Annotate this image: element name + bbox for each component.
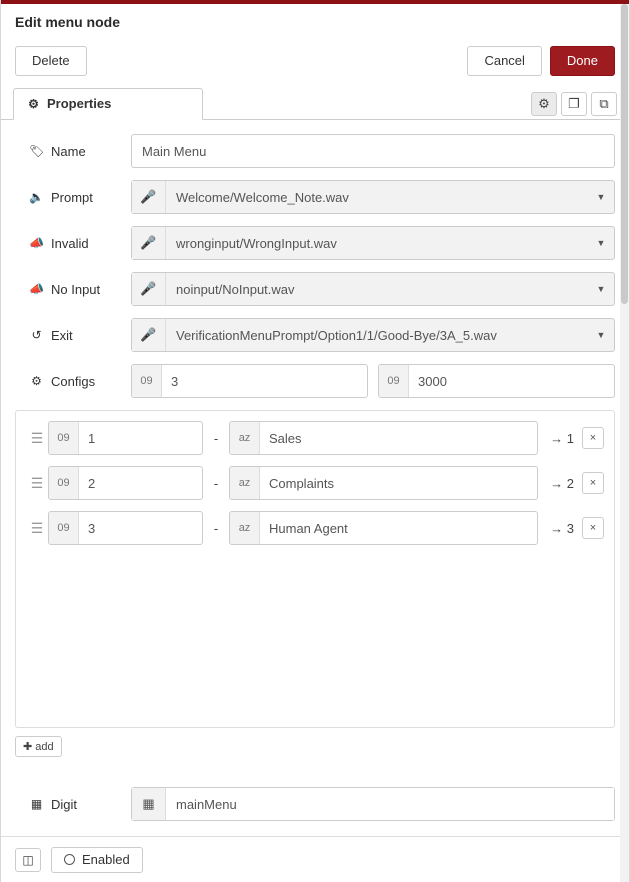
exit-label: Exit [51, 327, 73, 343]
scrollbar[interactable] [620, 4, 629, 882]
configs-label-group [15, 374, 131, 389]
invalid-row [15, 226, 615, 260]
mic-icon: 🎤 [132, 273, 166, 305]
megaphone-icon: 📣 [29, 236, 44, 250]
power-icon: ↺ [31, 328, 42, 342]
done-button[interactable]: Done [550, 46, 615, 76]
megaphone-icon: 📣 [29, 282, 44, 296]
option-target: → 3 [550, 520, 574, 536]
option-value-input[interactable] [229, 421, 538, 455]
no-input-select[interactable] [131, 272, 615, 306]
option-target: → 2 [550, 475, 574, 491]
gears-icon: ⚙ [31, 374, 42, 388]
remove-option-button[interactable]: × [582, 472, 604, 494]
option-key-value: 2 [88, 475, 96, 491]
no-input-value: noinput/NoInput.wav [166, 273, 588, 305]
name-input[interactable] [131, 134, 615, 168]
exit-row [15, 318, 615, 352]
numeric-icon: 09 [49, 422, 79, 454]
option-key-value: 3 [88, 520, 96, 536]
remove-option-button[interactable]: × [582, 517, 604, 539]
prompt-label: Prompt [51, 189, 93, 205]
digit-section [1, 773, 629, 821]
configs-row [15, 364, 615, 398]
invalid-label: Invalid [51, 235, 89, 251]
panel-icon[interactable]: ◫ [15, 848, 41, 872]
separator-dash: - [213, 430, 219, 446]
tab-properties-label: Properties [47, 96, 112, 111]
table-row [26, 466, 604, 500]
tag-icon: 🏷 [29, 144, 45, 158]
add-option-label: add [35, 740, 54, 753]
prompt-label-group [15, 190, 131, 205]
table-row [26, 421, 604, 455]
configs-fields [131, 364, 615, 398]
option-value-text: Sales [269, 430, 302, 446]
chevron-down-icon[interactable]: ▼ [596, 238, 606, 248]
text-icon: az [230, 512, 260, 544]
no-input-label-group [15, 282, 131, 297]
mic-icon: 🎤 [132, 181, 166, 213]
option-value-input[interactable] [229, 511, 538, 545]
digit-input[interactable] [131, 787, 615, 821]
name-label-group [15, 144, 131, 159]
drag-handle-icon[interactable]: ☰ [30, 520, 44, 536]
dialog-footer [1, 836, 629, 882]
dialog-header [1, 4, 629, 40]
drag-handle-icon[interactable]: ☰ [30, 430, 44, 446]
prompt-select[interactable] [131, 180, 615, 214]
config-timeout-input[interactable] [378, 364, 615, 398]
prompt-value: Welcome/Welcome_Note.wav [166, 181, 588, 213]
invalid-value: wronginput/WrongInput.wav [166, 227, 588, 259]
name-row [15, 134, 615, 168]
status-label: Enabled [82, 852, 130, 867]
cancel-button[interactable]: Cancel [467, 46, 541, 76]
name-label: Name [51, 143, 86, 159]
separator-dash: - [213, 475, 219, 491]
chevron-down-icon[interactable]: ▼ [596, 192, 606, 202]
expand-icon[interactable]: ⧉ [591, 92, 617, 116]
text-icon: az [230, 467, 260, 499]
invalid-select[interactable] [131, 226, 615, 260]
config-retries-value: 3 [171, 373, 179, 389]
prompt-row [15, 180, 615, 214]
page-title: Edit menu node [15, 14, 120, 30]
status-badge[interactable] [51, 847, 143, 873]
properties-form [1, 120, 629, 398]
chevron-down-icon[interactable]: ▼ [596, 330, 606, 340]
gear-icon[interactable]: ⚙ [531, 92, 557, 116]
table-icon: ▦ [132, 788, 166, 820]
document-icon[interactable]: ❐ [561, 92, 587, 116]
drag-handle-icon[interactable]: ☰ [30, 475, 44, 491]
no-input-row [15, 272, 615, 306]
remove-option-button[interactable]: × [582, 427, 604, 449]
option-key-input[interactable] [48, 466, 203, 500]
mic-icon: 🎤 [132, 227, 166, 259]
text-icon: az [230, 422, 260, 454]
menu-options-panel [15, 410, 615, 728]
no-input-label: No Input [51, 281, 101, 297]
power-ring-icon [64, 854, 75, 865]
exit-value: VerificationMenuPrompt/Option1/1/Good-Bye/3A_5.wav [166, 319, 588, 351]
tab-bar [1, 86, 629, 120]
digit-value: mainMenu [166, 788, 614, 820]
numeric-icon: 09 [49, 467, 79, 499]
digit-label: Digit [51, 796, 78, 812]
scrollbar-thumb[interactable] [621, 4, 628, 304]
delete-button[interactable]: Delete [15, 46, 87, 76]
tab-properties[interactable] [13, 88, 203, 120]
option-value-input[interactable] [229, 466, 538, 500]
dialog-toolbar [1, 40, 629, 86]
config-retries-input[interactable] [131, 364, 368, 398]
chevron-down-icon[interactable]: ▼ [596, 284, 606, 294]
digit-row [15, 787, 615, 821]
option-key-input[interactable] [48, 421, 203, 455]
name-value: Main Menu [142, 143, 207, 159]
invalid-label-group [15, 236, 131, 251]
exit-select[interactable] [131, 318, 615, 352]
grid-icon: ▦ [30, 797, 43, 811]
numeric-icon: 09 [379, 365, 409, 397]
mic-icon: 🎤 [132, 319, 166, 351]
gear-icon: ⚙ [28, 96, 39, 111]
exit-label-group [15, 328, 131, 343]
option-value-text: Human Agent [269, 520, 348, 536]
add-option-button[interactable] [15, 736, 62, 757]
numeric-icon: 09 [49, 512, 79, 544]
option-value-text: Complaints [269, 475, 335, 491]
configs-label: Configs [51, 373, 96, 389]
table-row [26, 511, 604, 545]
option-key-input[interactable] [48, 511, 203, 545]
plus-icon: ✚ [23, 741, 33, 753]
separator-dash: - [213, 520, 219, 536]
option-key-value: 1 [88, 430, 96, 446]
digit-label-group [15, 797, 131, 812]
tab-action-icons [531, 92, 617, 116]
numeric-icon: 09 [132, 365, 162, 397]
option-target: → 1 [550, 430, 574, 446]
config-timeout-value: 3000 [418, 373, 447, 389]
speaker-icon: 🔈 [29, 190, 44, 204]
